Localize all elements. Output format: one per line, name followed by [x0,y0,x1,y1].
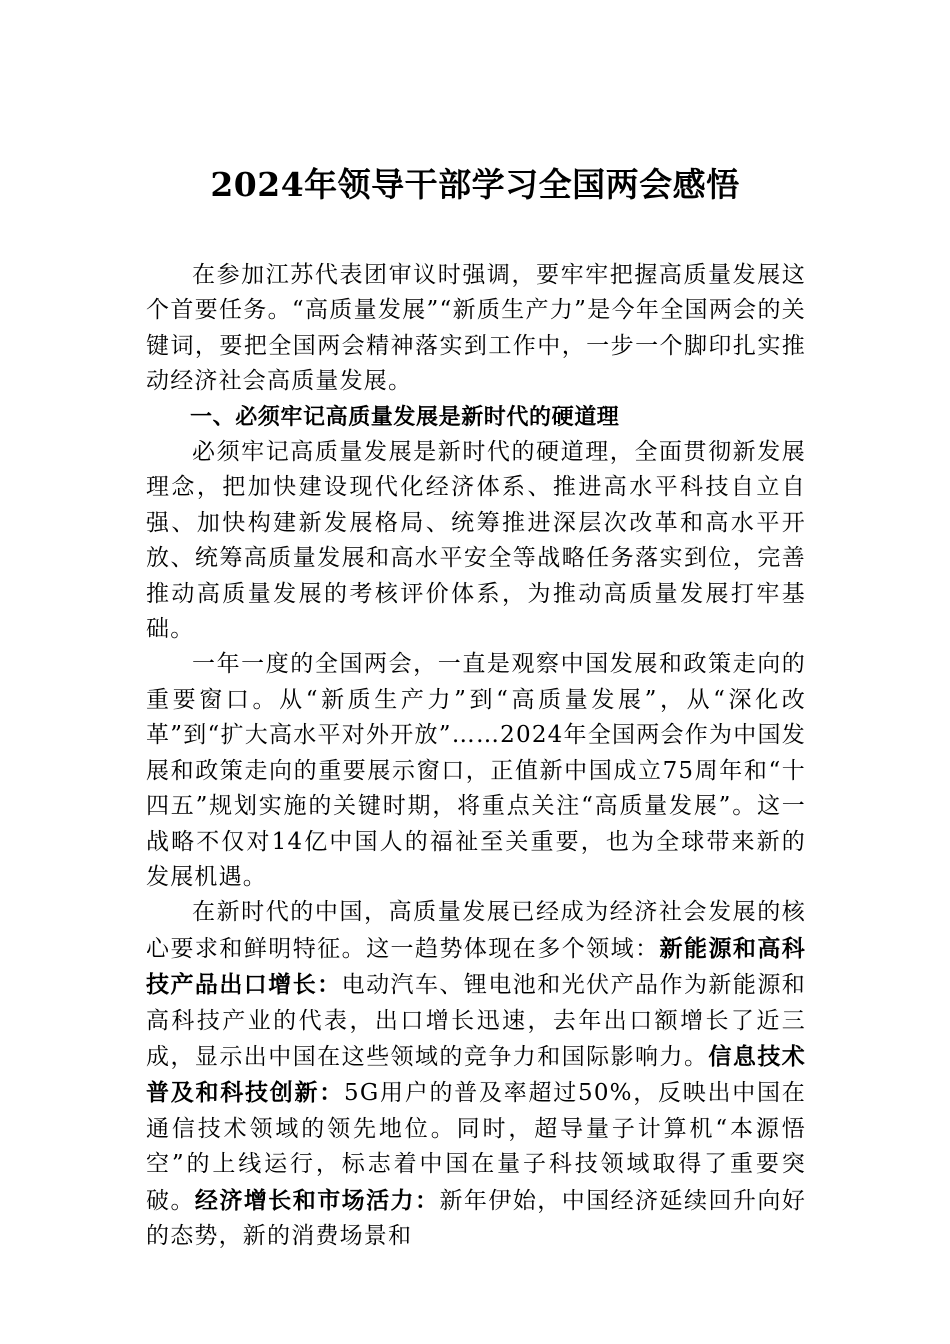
bold-phrase-economic-growth: 经济增长和市场活力： [194,1186,440,1214]
paragraph-text-new-energy: 电动汽车、锂电池和光伏产品作为新能源和高科技产业的代表，出口增长迅速，去年出口额增长了近三成，显示出中国在这些领域的竞争力和国际影响力。 [146,972,806,1070]
document-body [146,258,806,1254]
body-paragraph-1: 必须牢记高质量发展是新时代的硬道理，全面贯彻新发展理念，把加快建设现代化经济体系、推进高水平科技自立自强、加快构建新发展格局、统筹推进深层次改革和高水平开放、统筹高质量发展和高水平安全等战略任务落实到位，完善推动高质量发展的考核评价体系，为推动高质量发展打牢基础。 [146,439,806,643]
document-title: 2024年领导干部学习全国两会感悟 [210,165,740,204]
paragraph-lead-text: 在新时代的中国，高质量发展已经成为经济社会发展的核心要求和鲜明特征。这一趋势体现在多个领域： [146,899,806,962]
body-paragraph-3 [146,895,806,1254]
bold-phrase-it-innovation: 信息技术普及和科技创新： [146,1042,806,1107]
bold-phrase-new-energy: 新能源和高科技产品出口增长： [146,934,806,999]
paragraph-text-economic-growth: 新年伊始，中国经济延续回升向好的态势，新的消费场景和 [146,1187,807,1249]
section-heading: 一、必须牢记高质量发展是新时代的硬道理 [190,404,620,430]
intro-paragraph: 在参加江苏代表团审议时强调，要牢牢把握高质量发展这个首要任务。“高质量发展”“新质生产力”是今年全国两会的关键词，要把全国两会精神落实到工作中，一步一个脚印扎实推动经济社会高质量发展。 [146,262,806,395]
paragraph-text-it-innovation: 5G用户的普及率超过50%，反映出中国在通信技术领域的领先地位。同时，超导量子计算机“本源悟空”的上线运行，标志着中国在量子科技领域取得了重要突破。 [146,1080,806,1214]
body-paragraph-2: 一年一度的全国两会，一直是观察中国发展和政策走向的重要窗口。从“新质生产力”到“高质量发展”，从“深化改革”到“扩大高水平对外开放”……2024年全国两会作为中国发展和政策走向的重要展示窗口，正值新中国成立75周年和“十四五”规划实施的关键时期，将重点关注“高质量发展”。这一战略不仅对14亿中国人的福祉至关重要，也为全球带来新的发展机遇。 [146,651,806,890]
